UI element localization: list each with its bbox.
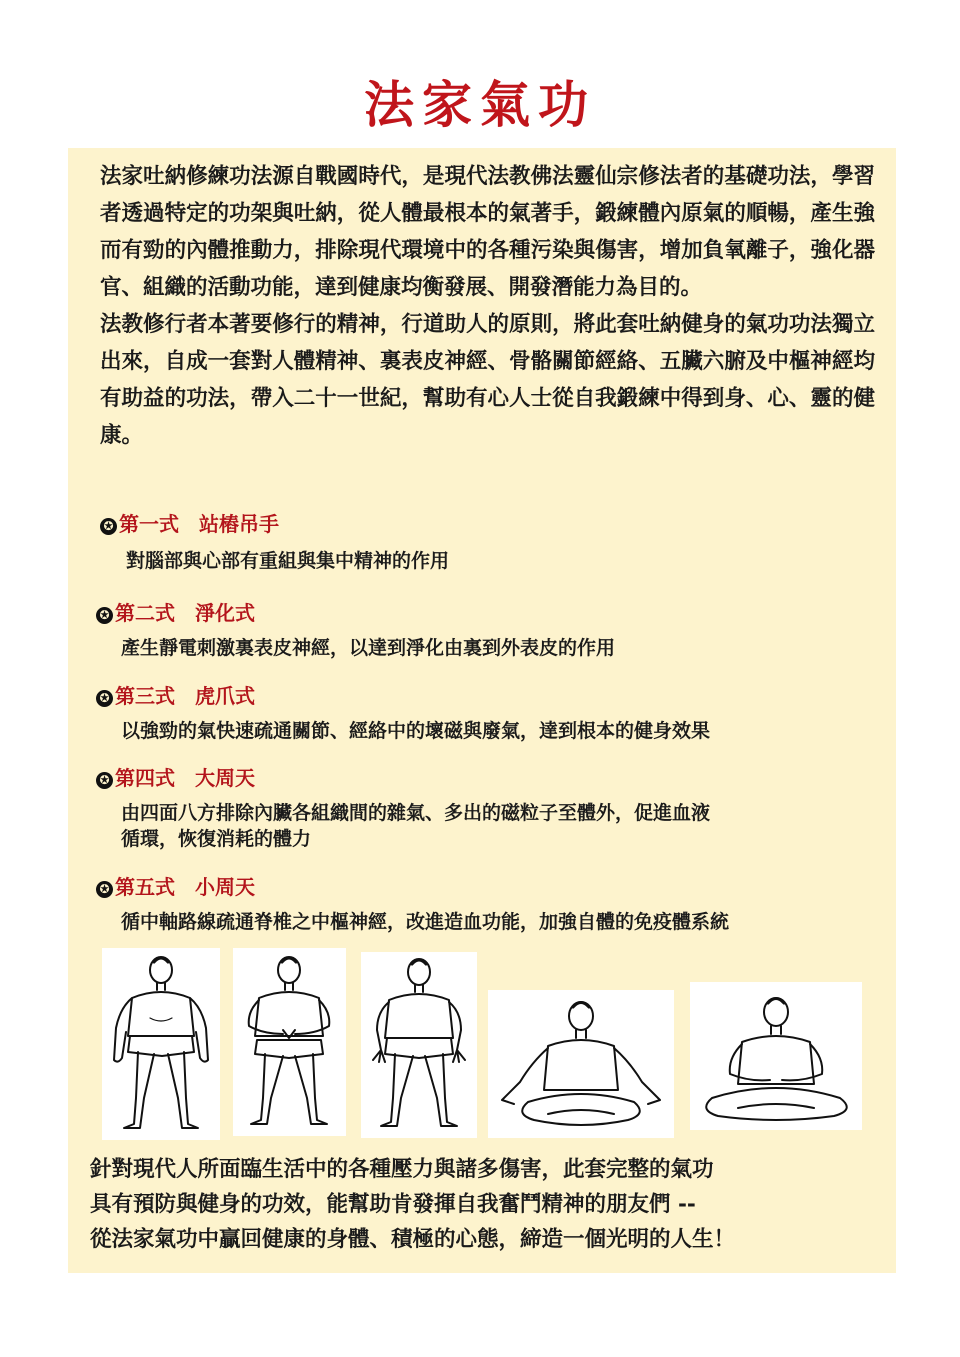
section-1-name: 站樁吊手 (199, 512, 279, 536)
star-circle-icon: ✪ (100, 518, 117, 535)
section-2-name: 淨化式 (195, 601, 255, 625)
section-4-name: 大周天 (195, 766, 255, 790)
section-4-desc-line-1: 由四面八方排除內臟各組織間的雜氣、多出的磁粒子至體外，促進血液 (121, 802, 711, 824)
closing-line-1: 針對現代人所面臨生活中的各種壓力與諸多傷害，此套完整的氣功 (90, 1157, 714, 1182)
seated-figure-drawing (488, 990, 674, 1138)
section-3-number: 第三式 (115, 684, 175, 708)
section-1-heading (100, 511, 279, 537)
section-4-heading (96, 765, 255, 791)
section-3-description (121, 718, 710, 744)
section-5-desc-line: 循中軸路線疏通脊椎之中樞神經，改進造血功能，加強自體的免疫體系統 (121, 911, 730, 933)
section-3-desc-line: 以強勁的氣快速疏通關節、經絡中的壞磁與廢氣，達到根本的健身效果 (121, 720, 711, 742)
closing-line-2: 具有預防與健身的功效，能幫助肯發揮自我奮鬥精神的朋友們 -- (90, 1192, 696, 1217)
star-circle-icon: ✪ (96, 881, 113, 898)
page-title: 法家氣功 (364, 76, 596, 134)
section-2-heading (96, 600, 255, 626)
section-5-description (121, 909, 729, 935)
section-2-number: 第二式 (115, 601, 175, 625)
figure-seated-large-circulation (488, 990, 674, 1138)
star-circle-icon: ✪ (96, 690, 113, 707)
section-4-description (121, 800, 710, 852)
section-1-description (126, 548, 449, 574)
figure-standing-hanging-hands (102, 948, 220, 1140)
closing-line-3: 從法家氣功中贏回健康的身體、積極的心態，締造一個光明的人生！ (90, 1227, 736, 1252)
section-1-number: 第一式 (119, 512, 179, 536)
intro-text (100, 158, 875, 454)
section-5-name: 小周天 (195, 875, 255, 899)
section-2-desc-line: 產生靜電刺激裏表皮神經，以達到淨化由裏到外表皮的作用 (121, 637, 616, 659)
section-3-name: 虎爪式 (195, 684, 255, 708)
intro-paragraph-2: 法教修行者本著要修行的精神，行道助人的原則，將此套吐納健身的氣功功法獨立出來，自成一套對人體精神、裏表皮神經、骨骼關節經絡、五臟六腑及中樞神經均有助益的功法，帶入二十一世紀，幫助有心人士從自我鍛練中得到身、心、靈的健康。 (100, 312, 875, 448)
standing-figure-drawing (102, 948, 220, 1140)
section-4-number: 第四式 (115, 766, 175, 790)
figure-seated-small-circulation (690, 982, 862, 1130)
section-1-desc-line: 對腦部與心部有重組與集中精神的作用 (126, 550, 450, 572)
figure-standing-purification (233, 948, 346, 1136)
section-2-description (121, 635, 615, 661)
intro-paragraph-1: 法家吐納修練功法源自戰國時代，是現代法教佛法靈仙宗修法者的基礎功法，學習者透過特定的功架與吐納，從人體最根本的氣著手，鍛練體內原氣的順暢，產生強而有勁的內體推動力，排除現代環境中的各種污染與傷害，增加負氧離子，強化器官、組織的活動功能，達到健康均衡發展、開發潛能力為目的。 (100, 164, 875, 300)
standing-figure-drawing (361, 952, 477, 1138)
closing-text (90, 1152, 880, 1257)
star-circle-icon: ✪ (96, 607, 113, 624)
figure-standing-tiger-claw (361, 952, 477, 1138)
seated-figure-drawing (690, 982, 862, 1130)
section-3-heading (96, 683, 255, 709)
section-5-number: 第五式 (115, 875, 175, 899)
star-circle-icon: ✪ (96, 772, 113, 789)
standing-figure-drawing (233, 948, 346, 1136)
section-4-desc-line-2: 循環，恢復消耗的體力 (121, 828, 312, 850)
section-5-heading (96, 874, 255, 900)
